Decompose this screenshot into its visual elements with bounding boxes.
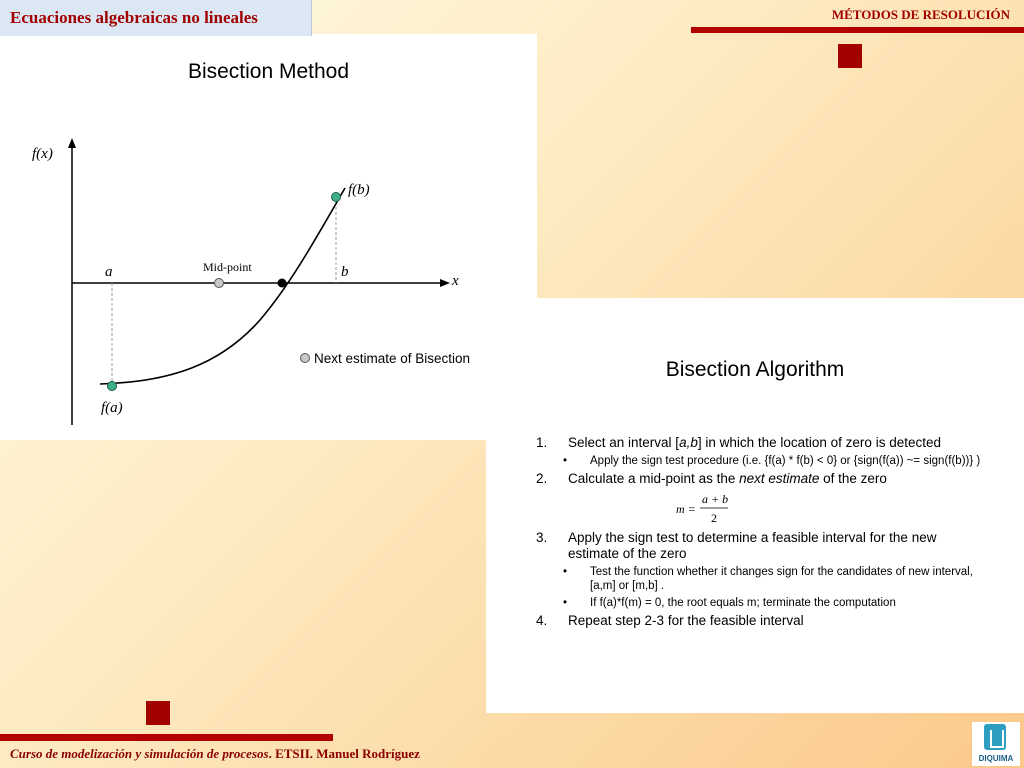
midpoint-label: Mid-point [203,260,252,274]
step-text: Calculate a mid-point as the [568,471,740,486]
section-label: MÉTODOS DE RESOLUCIÓN [831,7,1010,22]
step-emphasis: next estimate [739,471,820,486]
point-fb [332,193,341,202]
step-3-subitem-1 [536,565,984,593]
step-2 [536,471,984,487]
x-axis-label: x [452,273,459,289]
step-text: ] in which the location of zero is detected [697,435,941,450]
step-1-subitem [536,454,984,468]
footer-author: . ETSII. Manuel Rodríguez [268,746,420,761]
step-3-subitem-2 [536,596,984,610]
label-fa: f(a) [101,400,123,416]
point-midpoint [215,279,224,288]
bisection-diagram [0,120,537,440]
formula-lhs: m = [676,502,696,516]
y-axis-label: f(x) [32,146,53,162]
top-accent-square [838,44,862,68]
top-accent-bar [691,27,1024,33]
step-4 [536,613,984,629]
formula-numerator: a + b [702,492,729,506]
label-b: b [341,264,349,280]
footer-course: Curso de modelización y simulación de procesos [10,746,269,761]
step-number: 3. [536,530,548,545]
step-1 [536,435,984,451]
slide-title: Ecuaciones algebraicas no lineales [10,8,258,27]
bottom-accent-bar [0,734,333,741]
diquima-logo [972,722,1020,766]
step-text: Select an interval [ [568,435,680,450]
step-3 [536,530,984,562]
step-number: 2. [536,471,548,486]
logo-icon [984,724,1006,750]
step-text: Apply the sign test to determine a feasible interval for the new estimate of the zero [568,530,937,561]
label-a: a [105,264,113,280]
subitem-text: Test the function whether it changes sign for the candidates of new interval, [a,m] or [m,b] . [590,566,973,592]
footer-text [10,746,420,762]
bottom-accent-square [146,701,170,725]
algorithm-title: Bisection Algorithm [665,358,845,381]
step-vars: a,b [679,435,698,450]
point-fa [108,382,117,391]
bullet: • [563,455,568,467]
midpoint-formula [536,490,984,530]
formula-denominator: 2 [711,511,717,525]
legend-label: Next estimate of Bisection [314,351,471,366]
diagram-title: Bisection Method [187,60,350,83]
logo-text: DIQUIMA [978,754,1014,763]
step-number: 1. [536,435,548,450]
label-fb: f(b) [348,182,370,198]
step-number: 4. [536,613,548,628]
step-text: of the zero [819,471,887,486]
slide-title-box [0,0,312,36]
subitem-text: Apply the sign test procedure (i.e. {f(a) * f(b) < 0} or {sign(f(a)) ~= sign(f(b))} ) [590,455,981,467]
bullet: • [563,566,568,578]
subitem-text: If f(a)*f(m) = 0, the root equals m; terminate the computation [590,597,896,609]
legend-marker [301,354,310,363]
point-root [278,279,287,288]
x-axis-arrow [440,279,450,287]
algorithm-steps [536,435,984,632]
bullet: • [563,597,568,609]
y-axis-arrow [68,138,76,148]
step-text: Repeat step 2-3 for the feasible interval [568,613,804,628]
